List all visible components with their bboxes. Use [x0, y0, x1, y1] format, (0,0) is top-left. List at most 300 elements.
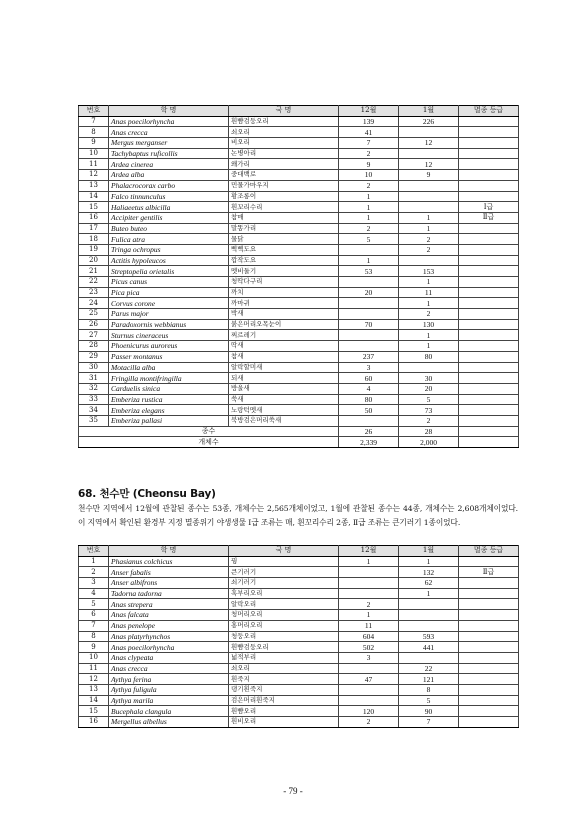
cell-december: 7 [339, 138, 399, 149]
cell-number: 12 [79, 674, 109, 685]
cell-endangered-grade [459, 556, 519, 567]
cell-number: 16 [79, 212, 109, 223]
table-body [79, 116, 519, 447]
cell-number: 8 [79, 127, 109, 138]
cell-scientific-name: Streptopelia orietalis [109, 266, 229, 277]
cell-scientific-name: Fringilla montifringilla [109, 373, 229, 384]
table-row [79, 599, 519, 610]
cell-january: 9 [399, 170, 459, 181]
cell-korean-name: 꿩 [229, 556, 339, 567]
cell-scientific-name: Ardea cinerea [109, 159, 229, 170]
table-row [79, 330, 519, 341]
table-row [79, 351, 519, 362]
cell-scientific-name: Haliaeetus albicilla [109, 202, 229, 213]
cell-korean-name: 삑삑도요 [229, 244, 339, 255]
table-row [79, 405, 519, 416]
cell-number: 9 [79, 642, 109, 653]
cell-january: 2 [399, 309, 459, 320]
cell-endangered-grade [459, 706, 519, 717]
cell-january: 1 [399, 277, 459, 288]
header-scientific-name: 학 명 [109, 106, 229, 117]
cell-endangered-grade [459, 383, 519, 394]
table-row [79, 394, 519, 405]
cell-january: 90 [399, 706, 459, 717]
table-row [79, 298, 519, 309]
cell-december [339, 298, 399, 309]
cell-number: 12 [79, 170, 109, 181]
total-january: 2,000 [399, 437, 459, 448]
cell-january: 1 [399, 223, 459, 234]
cell-december [339, 663, 399, 674]
cell-korean-name: 황조롱이 [229, 191, 339, 202]
cell-korean-name: 되새 [229, 373, 339, 384]
cell-december: 237 [339, 351, 399, 362]
cell-korean-name: 방울새 [229, 383, 339, 394]
cell-scientific-name: Mergellus albellus [109, 717, 229, 728]
cell-december [339, 277, 399, 288]
cell-number: 11 [79, 159, 109, 170]
cell-january: 12 [399, 138, 459, 149]
total-label: 종수 [79, 426, 339, 437]
cell-december [339, 578, 399, 589]
cell-number: 7 [79, 116, 109, 127]
cell-number: 24 [79, 298, 109, 309]
cell-korean-name: 민물가마우지 [229, 180, 339, 191]
header-number: 번호 [79, 106, 109, 117]
table-row [79, 695, 519, 706]
cell-number: 19 [79, 244, 109, 255]
cell-endangered-grade [459, 351, 519, 362]
cell-january: 5 [399, 695, 459, 706]
cell-scientific-name: Phasianus colchicus [109, 556, 229, 567]
table-row [79, 588, 519, 599]
cell-december: 10 [339, 170, 399, 181]
cell-january [399, 191, 459, 202]
cell-endangered-grade [459, 717, 519, 728]
header-korean-name: 국 명 [229, 546, 339, 557]
cell-korean-name: 왜가리 [229, 159, 339, 170]
cell-korean-name: 붉은머리오목눈이 [229, 319, 339, 330]
cell-january: 5 [399, 394, 459, 405]
table-row [79, 127, 519, 138]
cell-december: 502 [339, 642, 399, 653]
cell-january: 1 [399, 588, 459, 599]
cell-endangered-grade [459, 588, 519, 599]
cell-number: 29 [79, 351, 109, 362]
table-row [79, 362, 519, 373]
cell-scientific-name: Parus major [109, 309, 229, 320]
cell-number: 14 [79, 191, 109, 202]
cell-december: 2 [339, 717, 399, 728]
table-row [79, 180, 519, 191]
table-row [79, 170, 519, 181]
header-january: 1월 [399, 546, 459, 557]
cell-january: 130 [399, 319, 459, 330]
cell-december: 1 [339, 202, 399, 213]
cell-korean-name: 쇠오리 [229, 663, 339, 674]
cell-endangered-grade: Ⅱ급 [459, 212, 519, 223]
cell-korean-name: 흰꼬리수리 [229, 202, 339, 213]
cell-endangered-grade [459, 663, 519, 674]
cell-december [339, 567, 399, 578]
cell-january [399, 255, 459, 266]
header-december: 12월 [339, 106, 399, 117]
cell-number: 14 [79, 695, 109, 706]
cell-january: 1 [399, 330, 459, 341]
bird-table-previous-site [78, 105, 519, 448]
cell-korean-name: 흰비오리 [229, 717, 339, 728]
cell-korean-name: 쇠기러기 [229, 578, 339, 589]
table-row [79, 706, 519, 717]
cell-endangered-grade [459, 255, 519, 266]
header-endangered-grade: 멸종 등급 [459, 546, 519, 557]
table-row [79, 415, 519, 426]
cell-endangered-grade [459, 223, 519, 234]
cell-december: 1 [339, 212, 399, 223]
header-scientific-name: 학 명 [109, 546, 229, 557]
cell-number: 28 [79, 341, 109, 352]
header-number: 번호 [79, 546, 109, 557]
cell-korean-name: 멧비둘기 [229, 266, 339, 277]
cell-scientific-name: Picus canus [109, 277, 229, 288]
cell-number: 31 [79, 373, 109, 384]
cell-number: 16 [79, 717, 109, 728]
cell-january: 593 [399, 631, 459, 642]
cell-korean-name: 흰뺨검둥오리 [229, 642, 339, 653]
cell-korean-name: 넓적부리 [229, 652, 339, 663]
cell-number: 21 [79, 266, 109, 277]
cell-january: 73 [399, 405, 459, 416]
cell-endangered-grade [459, 373, 519, 384]
cell-december: 139 [339, 116, 399, 127]
cell-scientific-name: Tachybaptus ruficollis [109, 148, 229, 159]
cell-scientific-name: Motacilla alba [109, 362, 229, 373]
cell-korean-name: 북방검은머리쑥새 [229, 415, 339, 426]
cell-january: 62 [399, 578, 459, 589]
cell-endangered-grade [459, 309, 519, 320]
cell-korean-name: 알락할미새 [229, 362, 339, 373]
cell-number: 26 [79, 319, 109, 330]
cell-scientific-name: Phoenicurus auroreus [109, 341, 229, 352]
cell-scientific-name: Accipiter gentilis [109, 212, 229, 223]
table-row [79, 287, 519, 298]
cell-korean-name: 까치 [229, 287, 339, 298]
table-row [79, 138, 519, 149]
cell-korean-name: 박새 [229, 309, 339, 320]
section-heading: 68. 천수만 (Cheonsu Bay) [78, 488, 216, 500]
cell-endangered-grade [459, 674, 519, 685]
cell-december: 2 [339, 599, 399, 610]
cell-number: 33 [79, 394, 109, 405]
cell-endangered-grade [459, 287, 519, 298]
cell-number: 20 [79, 255, 109, 266]
cell-korean-name: 알락오리 [229, 599, 339, 610]
table-row [79, 556, 519, 567]
cell-endangered-grade [459, 341, 519, 352]
cell-scientific-name: Aythya marila [109, 695, 229, 706]
cell-scientific-name: Actitis hypoleucos [109, 255, 229, 266]
table-row [79, 631, 519, 642]
cell-scientific-name: Anas clypeata [109, 652, 229, 663]
cell-korean-name: 물닭 [229, 234, 339, 245]
cell-january: 132 [399, 567, 459, 578]
table-row [79, 674, 519, 685]
cell-korean-name: 말똥가리 [229, 223, 339, 234]
cell-december [339, 415, 399, 426]
cell-january: 2 [399, 234, 459, 245]
cell-korean-name: 까마귀 [229, 298, 339, 309]
cell-january: 226 [399, 116, 459, 127]
cell-endangered-grade [459, 620, 519, 631]
cell-january: 22 [399, 663, 459, 674]
total-january: 28 [399, 426, 459, 437]
cell-december: 60 [339, 373, 399, 384]
table-row [79, 663, 519, 674]
cell-scientific-name: Aythya fuligula [109, 684, 229, 695]
cell-korean-name: 댕기흰죽지 [229, 684, 339, 695]
cell-endangered-grade [459, 599, 519, 610]
cell-endangered-grade [459, 330, 519, 341]
cell-january [399, 148, 459, 159]
table-row [79, 255, 519, 266]
cell-january: 11 [399, 287, 459, 298]
total-december: 26 [339, 426, 399, 437]
cell-january: 8 [399, 684, 459, 695]
table-row [79, 202, 519, 213]
table-row [79, 642, 519, 653]
cell-number: 22 [79, 277, 109, 288]
table-row [79, 191, 519, 202]
cell-december [339, 588, 399, 599]
cell-december [339, 309, 399, 320]
cell-scientific-name: Anas penelope [109, 620, 229, 631]
cell-january [399, 620, 459, 631]
cell-january: 7 [399, 717, 459, 728]
cell-december: 9 [339, 159, 399, 170]
cell-january [399, 202, 459, 213]
cell-december: 2 [339, 180, 399, 191]
table-body [79, 556, 519, 727]
cell-number: 17 [79, 223, 109, 234]
cell-january: 80 [399, 351, 459, 362]
cell-december: 41 [339, 127, 399, 138]
cell-december [339, 244, 399, 255]
cell-scientific-name: Corvus corone [109, 298, 229, 309]
cell-korean-name: 혹부리오리 [229, 588, 339, 599]
cell-scientific-name: Anas falcata [109, 610, 229, 621]
cell-korean-name: 흰죽지 [229, 674, 339, 685]
cell-number: 27 [79, 330, 109, 341]
cell-january: 2 [399, 415, 459, 426]
cell-scientific-name: Anser albifrons [109, 578, 229, 589]
cell-korean-name: 큰기러기 [229, 567, 339, 578]
cell-january: 153 [399, 266, 459, 277]
table-header-row [79, 546, 519, 557]
cell-december: 11 [339, 620, 399, 631]
table-row [79, 116, 519, 127]
cell-number: 5 [79, 599, 109, 610]
table-row [79, 578, 519, 589]
table-row [79, 567, 519, 578]
cell-january [399, 652, 459, 663]
cell-endangered-grade [459, 170, 519, 181]
cell-scientific-name: Emberiza elegans [109, 405, 229, 416]
cell-endangered-grade [459, 191, 519, 202]
header-december: 12월 [339, 546, 399, 557]
cell-korean-name: 흰뺨검둥오리 [229, 116, 339, 127]
page-number: - 79 - [283, 786, 303, 796]
table-row [79, 684, 519, 695]
table-row [79, 309, 519, 320]
cell-scientific-name: Falco tinnunculus [109, 191, 229, 202]
cell-december: 50 [339, 405, 399, 416]
cell-endangered-grade [459, 277, 519, 288]
cell-korean-name: 홍머리오리 [229, 620, 339, 631]
cell-endangered-grade [459, 266, 519, 277]
cell-december: 2 [339, 148, 399, 159]
bird-table-cheonsu-bay [78, 545, 519, 728]
cell-korean-name: 검은머리흰죽지 [229, 695, 339, 706]
cell-endangered-grade [459, 578, 519, 589]
cell-december: 3 [339, 362, 399, 373]
cell-korean-name: 참새 [229, 351, 339, 362]
cell-korean-name: 비오리 [229, 138, 339, 149]
cell-january [399, 180, 459, 191]
cell-december: 47 [339, 674, 399, 685]
cell-number: 35 [79, 415, 109, 426]
cell-scientific-name: Anser fabalis [109, 567, 229, 578]
total-december: 2,339 [339, 437, 399, 448]
cell-endangered-grade [459, 642, 519, 653]
cell-scientific-name: Fulica atra [109, 234, 229, 245]
cell-endangered-grade [459, 695, 519, 706]
cell-endangered-grade [459, 298, 519, 309]
cell-december: 3 [339, 652, 399, 663]
cell-january: 2 [399, 244, 459, 255]
cell-scientific-name: Buteo buteo [109, 223, 229, 234]
cell-scientific-name: Anas crecca [109, 663, 229, 674]
cell-scientific-name: Tringa ochropus [109, 244, 229, 255]
cell-december: 604 [339, 631, 399, 642]
cell-december [339, 684, 399, 695]
cell-december: 1 [339, 191, 399, 202]
table-row [79, 610, 519, 621]
table-row [79, 383, 519, 394]
table-row [79, 223, 519, 234]
cell-endangered-grade [459, 127, 519, 138]
cell-korean-name: 노랑턱멧새 [229, 405, 339, 416]
cell-endangered-grade [459, 116, 519, 127]
cell-scientific-name: Bucephala clangula [109, 706, 229, 717]
cell-december [339, 695, 399, 706]
cell-endangered-grade [459, 234, 519, 245]
cell-number: 10 [79, 652, 109, 663]
cell-endangered-grade [459, 319, 519, 330]
cell-korean-name: 청딱다구리 [229, 277, 339, 288]
cell-scientific-name: Passer montanus [109, 351, 229, 362]
cell-number: 6 [79, 610, 109, 621]
cell-endangered-grade [459, 180, 519, 191]
total-grade-empty [459, 426, 519, 437]
cell-january [399, 127, 459, 138]
cell-number: 7 [79, 620, 109, 631]
cell-january: 30 [399, 373, 459, 384]
cell-number: 8 [79, 631, 109, 642]
cell-endangered-grade [459, 159, 519, 170]
cell-december: 1 [339, 610, 399, 621]
cell-number: 32 [79, 383, 109, 394]
cell-endangered-grade: Ⅱ급 [459, 567, 519, 578]
total-label: 개체수 [79, 437, 339, 448]
cell-december: 80 [339, 394, 399, 405]
cell-korean-name: 논병아리 [229, 148, 339, 159]
cell-scientific-name: Phalacrocorax carbo [109, 180, 229, 191]
header-january: 1월 [399, 106, 459, 117]
cell-scientific-name: Tadorna tadorna [109, 588, 229, 599]
cell-number: 15 [79, 706, 109, 717]
cell-number: 18 [79, 234, 109, 245]
table-row [79, 717, 519, 728]
table-row [79, 244, 519, 255]
cell-number: 2 [79, 567, 109, 578]
table-row [79, 341, 519, 352]
cell-january: 1 [399, 341, 459, 352]
cell-december [339, 330, 399, 341]
cell-number: 11 [79, 663, 109, 674]
cell-scientific-name: Pica pica [109, 287, 229, 298]
cell-number: 30 [79, 362, 109, 373]
cell-scientific-name: Emberiza rustica [109, 394, 229, 405]
cell-number: 10 [79, 148, 109, 159]
cell-korean-name: 청둥오리 [229, 631, 339, 642]
cell-january [399, 362, 459, 373]
cell-scientific-name: Aythya ferina [109, 674, 229, 685]
table-row [79, 148, 519, 159]
cell-korean-name: 흰뺨오리 [229, 706, 339, 717]
cell-december: 4 [339, 383, 399, 394]
cell-number: 13 [79, 180, 109, 191]
cell-january: 121 [399, 674, 459, 685]
cell-endangered-grade [459, 610, 519, 621]
cell-january: 20 [399, 383, 459, 394]
cell-korean-name: 찌르레기 [229, 330, 339, 341]
table-row [79, 212, 519, 223]
cell-january: 12 [399, 159, 459, 170]
cell-number: 1 [79, 556, 109, 567]
table-row [79, 652, 519, 663]
cell-december: 1 [339, 255, 399, 266]
cell-scientific-name: Sturnus cineraceus [109, 330, 229, 341]
table-row [79, 234, 519, 245]
cell-endangered-grade [459, 138, 519, 149]
cell-january [399, 599, 459, 610]
cell-endangered-grade [459, 244, 519, 255]
total-grade-empty [459, 437, 519, 448]
cell-scientific-name: Paradoxornis webbianus [109, 319, 229, 330]
section-paragraph: 천수만 지역에서 12월에 관찰된 종수는 53종, 개체수는 2,565개체이었고, 1월에 관찰된 종수는 44종, 개체수는 2,608개체이었다. 이 지역에서 확인된 환경부 지정 멸종위기 야생생물 Ⅰ급 조류는 매, 흰꼬리수리 2종, Ⅱ급 조류는 큰기러기 1종이었다. [78, 504, 518, 527]
cell-scientific-name: Anas poecilorhyncha [109, 642, 229, 653]
cell-december: 5 [339, 234, 399, 245]
cell-scientific-name: Carduelis sinica [109, 383, 229, 394]
cell-january [399, 610, 459, 621]
cell-number: 4 [79, 588, 109, 599]
cell-scientific-name: Anas strepera [109, 599, 229, 610]
cell-endangered-grade [459, 148, 519, 159]
cell-december [339, 341, 399, 352]
cell-number: 23 [79, 287, 109, 298]
cell-korean-name: 딱새 [229, 341, 339, 352]
cell-endangered-grade [459, 631, 519, 642]
